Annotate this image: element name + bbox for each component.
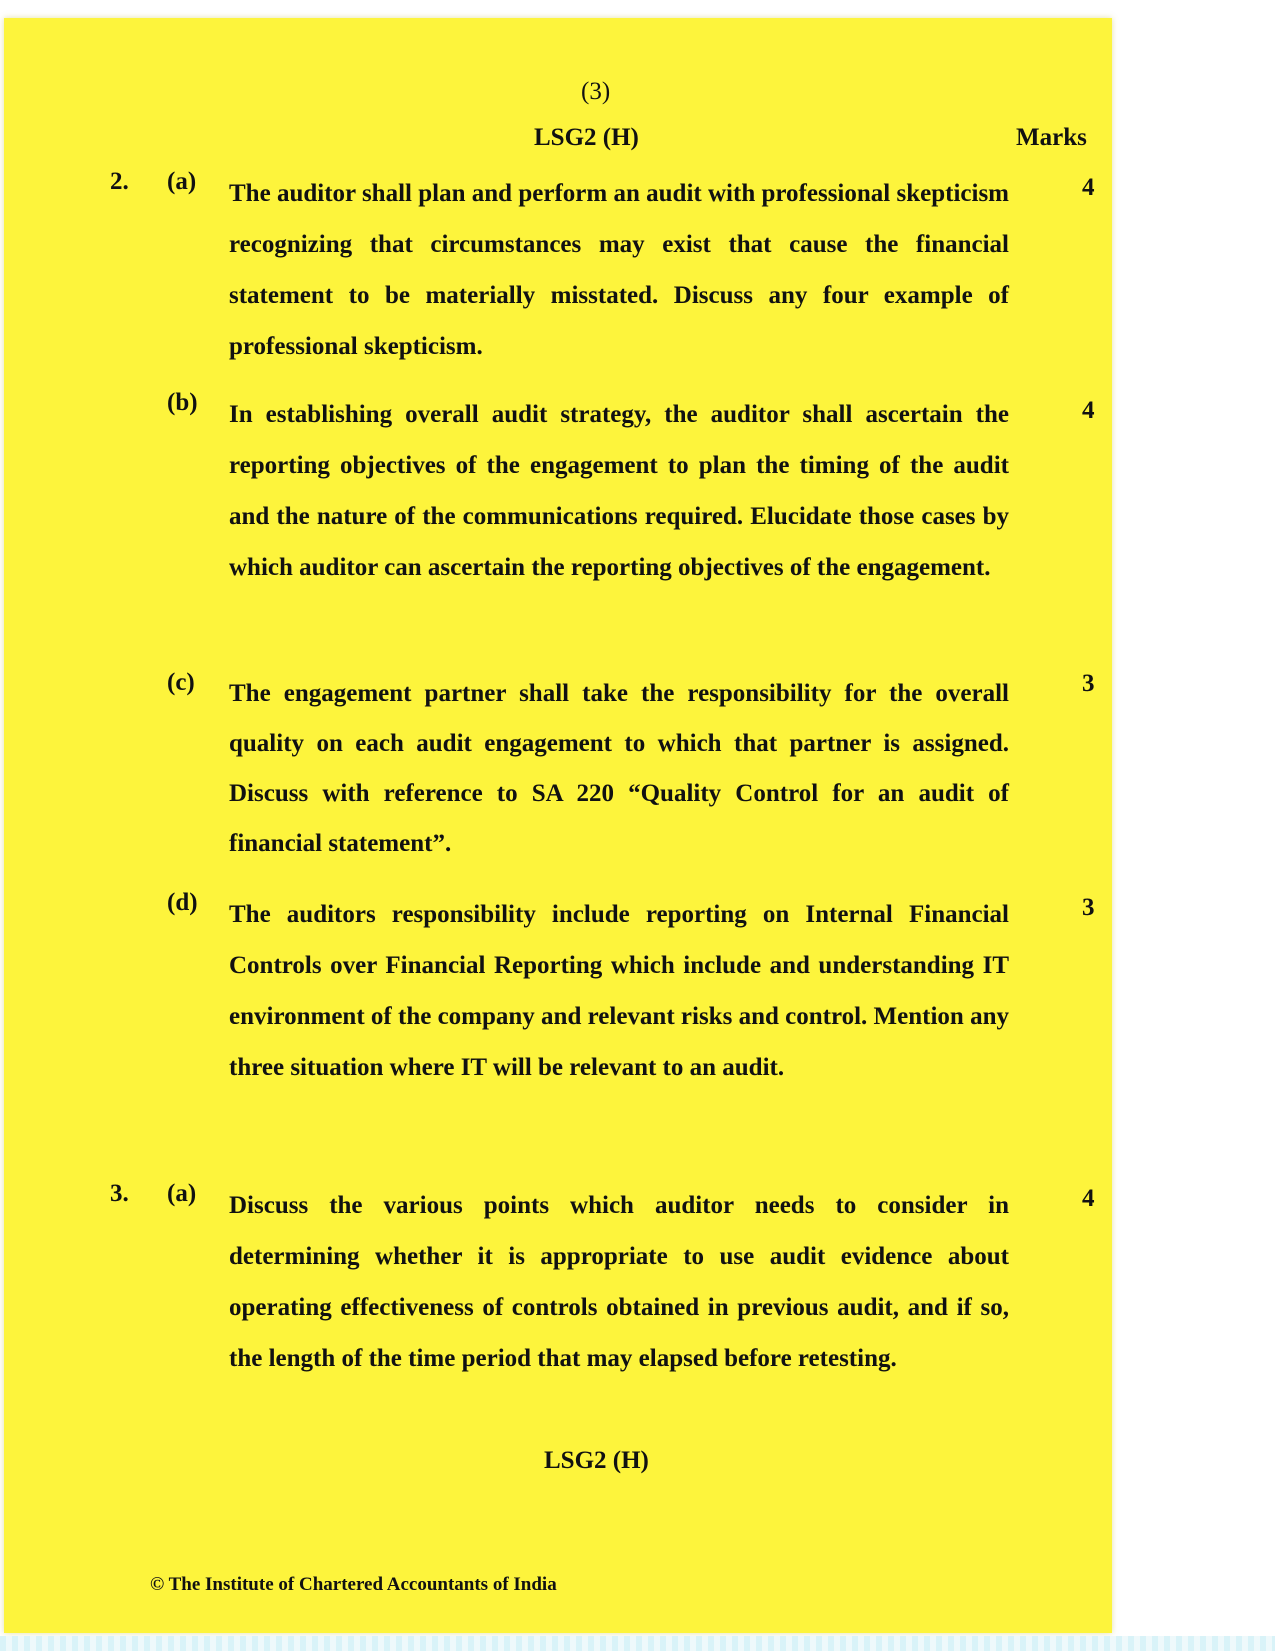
question-text: The auditors responsibility include reporting on Internal Financial Controls over Financial Reporting which include and understanding IT environment of the company and relevant risks and control. Mention any three situation where IT will be relevant to an audit.: [229, 901, 1009, 1081]
question-text: Discuss the various points which auditor needs to consider in determining whether it is appropriate to use audit evidence about operating effectiveness of controls obtained in previous audit, and if so, the length of the time period that may elapsed before retesting.: [229, 1192, 1009, 1372]
question-text: In establishing overall audit strategy, the auditor shall ascertain the reporting objectives of the engagement to plan the timing of the audit and the nature of the communications required. Elucidate those cases by which auditor can ascertain the reporting objectives of the engagement.: [229, 401, 1009, 581]
question-number: 3.: [110, 1180, 129, 1207]
part-label: (a): [167, 1180, 197, 1207]
part-label: (d): [167, 889, 198, 916]
part-label: (b): [167, 389, 198, 416]
question-marks: 4: [1082, 397, 1095, 424]
question-marks: 3: [1082, 894, 1095, 921]
page-number: (3): [581, 78, 611, 105]
question-marks: 4: [1082, 1185, 1095, 1212]
paper-code-header: LSG2 (H): [534, 124, 639, 151]
question-text: The engagement partner shall take the responsibility for the overall quality on each audit engagement to which that partner is assigned. Discuss with reference to SA 220 “Quality Control for an audit of financial statement”.: [229, 680, 1009, 857]
question-marks: 3: [1082, 670, 1095, 697]
question-number: 2.: [110, 168, 129, 195]
part-label: (c): [167, 669, 195, 696]
question-marks: 4: [1082, 174, 1095, 201]
copyright-notice: © The Institute of Chartered Accountants of India: [150, 1574, 557, 1595]
paper-code-footer: LSG2 (H): [544, 1447, 649, 1474]
question-text: The auditor shall plan and perform an audit with professional skepticism recognizing that circumstances may exist that cause the financial statement to be materially misstated. Discuss any four example of professional skepticism.: [229, 180, 1009, 360]
scan-edge-strip: [0, 1636, 1275, 1651]
marks-column-header: Marks: [1016, 124, 1087, 151]
part-label: (a): [167, 168, 197, 195]
